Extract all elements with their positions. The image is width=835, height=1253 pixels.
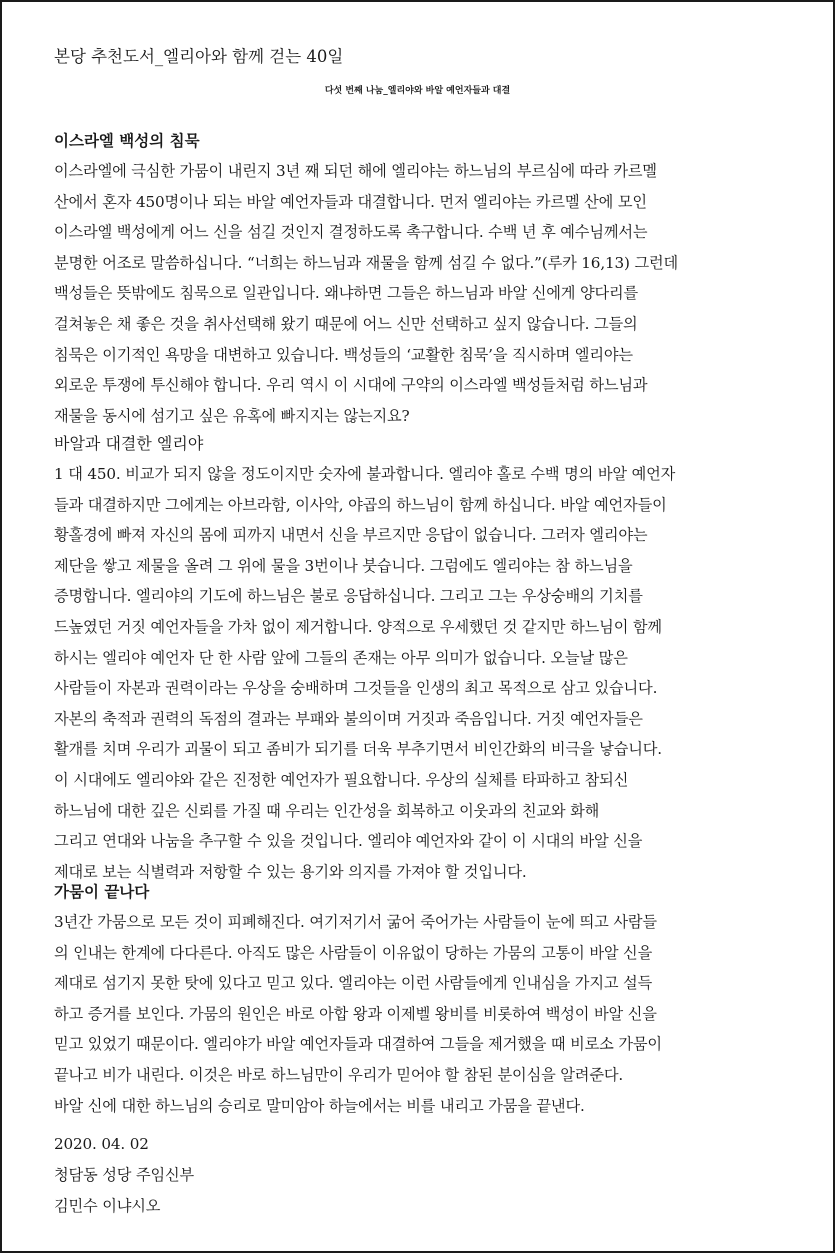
paragraph-line: 사람들이 자본과 권력이라는 우상을 숭배하며 그것들을 인생의 최고 목적으로 삼고 있습니다. — [54, 679, 658, 698]
paragraph-line: 걸쳐놓은 채 좋은 것을 취사선택해 왔기 때문에 어느 신만 선택하고 싶지 않습니다. 그들의 — [54, 314, 638, 333]
paragraph-line: 외로운 투쟁에 투신해야 합니다. 우리 역시 이 시대에 구약의 이스라엘 백성들처럼 하느님과 — [54, 376, 648, 395]
paragraph-line: 하느님에 대한 깊은 신뢰를 가질 때 우리는 인간성을 회복하고 이웃과의 친교와 화해 — [54, 801, 600, 820]
paragraph-line: 3년간 가뭄으로 모든 것이 피폐해진다. 여기저기서 굶어 죽어가는 사람들이 눈에 띄고 사람들 — [54, 913, 657, 931]
section-heading: 바알과 대결한 엘리야 — [54, 434, 204, 453]
paragraph-line: 바알 신에 대한 하느님의 승리로 말미암아 하늘에서는 비를 내리고 가뭄을 끝낸다. — [54, 1096, 585, 1115]
paragraph-line: 드높였던 거짓 예언자들을 가차 없이 제거합니다. 양적으로 우세했던 것 같지만 하느님이 함께 — [54, 617, 662, 636]
paragraph-line: 하고 증거를 보인다. 가뭄의 원인은 바로 아합 왕과 이제벨 왕비를 비롯하여 백성이 바알 신을 — [54, 1004, 657, 1023]
paragraph-line: 분명한 어조로 말씀하십니다. “너희는 하느님과 재물을 함께 섬길 수 없다.”(루카 16,13) 그런데 — [54, 253, 679, 272]
paragraph-line: 이 시대에도 엘리야와 같은 진정한 예언자가 필요합니다. 우상의 실체를 타파하고 참되신 — [54, 770, 629, 789]
paragraph-line: 이스라엘에 극심한 가뭄이 내린지 3년 째 되던 해에 엘리야는 하느님의 부르심에 따라 카르멜 — [54, 162, 657, 180]
paragraph-line: 들과 대결하지만 그에게는 아브라함, 이사악, 야곱의 하느님이 함께 하십니다. 바알 예언자들이 — [54, 495, 667, 514]
paragraph-line: 자본의 축적과 권력의 독점의 결과는 부패와 불의이며 거짓과 죽음입니다. 거짓 예언자들은 — [54, 709, 643, 728]
paragraph-line: 제단을 쌓고 제물을 올려 그 위에 물을 3번이나 붓습니다. 그럼에도 엘리야는 참 하느님을 — [54, 556, 633, 575]
paragraph-line: 믿고 있었기 때문이다. 엘리야가 바알 예언자들과 대결하여 그들을 제거했을 때 비로소 가뭄이 — [54, 1035, 662, 1054]
signature-date: 2020. 04. 02 — [54, 1135, 149, 1153]
section-heading: 가뭄이 끝나다 — [54, 883, 150, 901]
paragraph-line: 증명합니다. 엘리야의 기도에 하느님은 불로 응답하십니다. 그리고 그는 우상숭배의 기치를 — [54, 587, 643, 606]
series-title: 본당 추천도서_엘리아와 함께 걷는 40일 — [54, 47, 344, 66]
paragraph-line: 활개를 치며 우리가 괴물이 되고 좀비가 되기를 더욱 부추기면서 비인간화의 비극을 낳습니다. — [54, 740, 662, 759]
paragraph-line: 제대로 섬기지 못한 탓에 있다고 믿고 있다. 엘리야는 이런 사람들에게 인내심을 가지고 설득 — [54, 974, 653, 993]
paragraph-line: 의 인내는 한계에 다다른다. 아직도 많은 사람들이 이유없이 당하는 가뭄의 고통이 바알 신을 — [54, 943, 653, 962]
paragraph-line: 1 대 450. 비교가 되지 않을 정도이지만 숫자에 불과합니다. 엘리야 홀로 수백 명의 바알 예언자 — [54, 465, 676, 483]
paragraph-line: 침묵은 이기적인 욕망을 대변하고 있습니다. 백성들의 ‘교활한 침묵’을 직시하며 엘리야는 — [54, 345, 633, 364]
signature-parish: 청담동 성당 주임신부 — [54, 1166, 195, 1184]
paragraph-line: 그리고 연대와 나눔을 추구할 수 있을 것입니다. 엘리야 예언자와 같이 이 시대의 바알 신을 — [54, 832, 643, 851]
section-heading: 이스라엘 백성의 침묵 — [54, 132, 200, 150]
paragraph-line: 황홀경에 빠져 자신의 몸에 피까지 내면서 신을 부르지만 응답이 없습니다. 그러자 엘리야는 — [54, 526, 648, 545]
paragraph-line: 끝나고 비가 내린다. 이것은 바로 하느님만이 우리가 믿어야 할 참된 분이심을 알려준다. — [54, 1065, 624, 1084]
signature-author: 김민수 이냐시오 — [54, 1197, 161, 1215]
section-elijah-vs-baal — [54, 429, 789, 887]
paragraph-line: 이스라엘 백성에게 어느 신을 섬길 것인지 결정하도록 촉구합니다. 수백 년 후 예수님께서는 — [54, 223, 648, 242]
page-title: 다섯 번째 나눔_엘리야와 바알 예언자들과 대결 — [324, 86, 511, 96]
section-drought-ends — [54, 877, 789, 1121]
paragraph-line: 제대로 보는 식별력과 저항할 수 있는 용기와 의지를 가져야 할 것입니다. — [54, 862, 527, 881]
paragraph-line: 하시는 엘리야 예언자 단 한 사람 앞에 그들의 존재는 아무 의미가 없습니다. 오늘날 많은 — [54, 648, 628, 667]
section-israel-silence — [54, 126, 789, 431]
signature-block — [54, 1129, 789, 1222]
paragraph-line: 재물을 동시에 섬기고 싶은 유혹에 빠지지는 않는지요? — [54, 406, 410, 425]
paragraph-line: 산에서 혼자 450명이나 되는 바알 예언자들과 대결합니다. 먼저 엘리야는 카르멜 산에 모인 — [54, 192, 647, 211]
paragraph-line: 백성들은 뜻밖에도 침묵으로 일관입니다. 왜냐하면 그들은 하느님과 바알 신에게 양다리를 — [54, 284, 639, 303]
